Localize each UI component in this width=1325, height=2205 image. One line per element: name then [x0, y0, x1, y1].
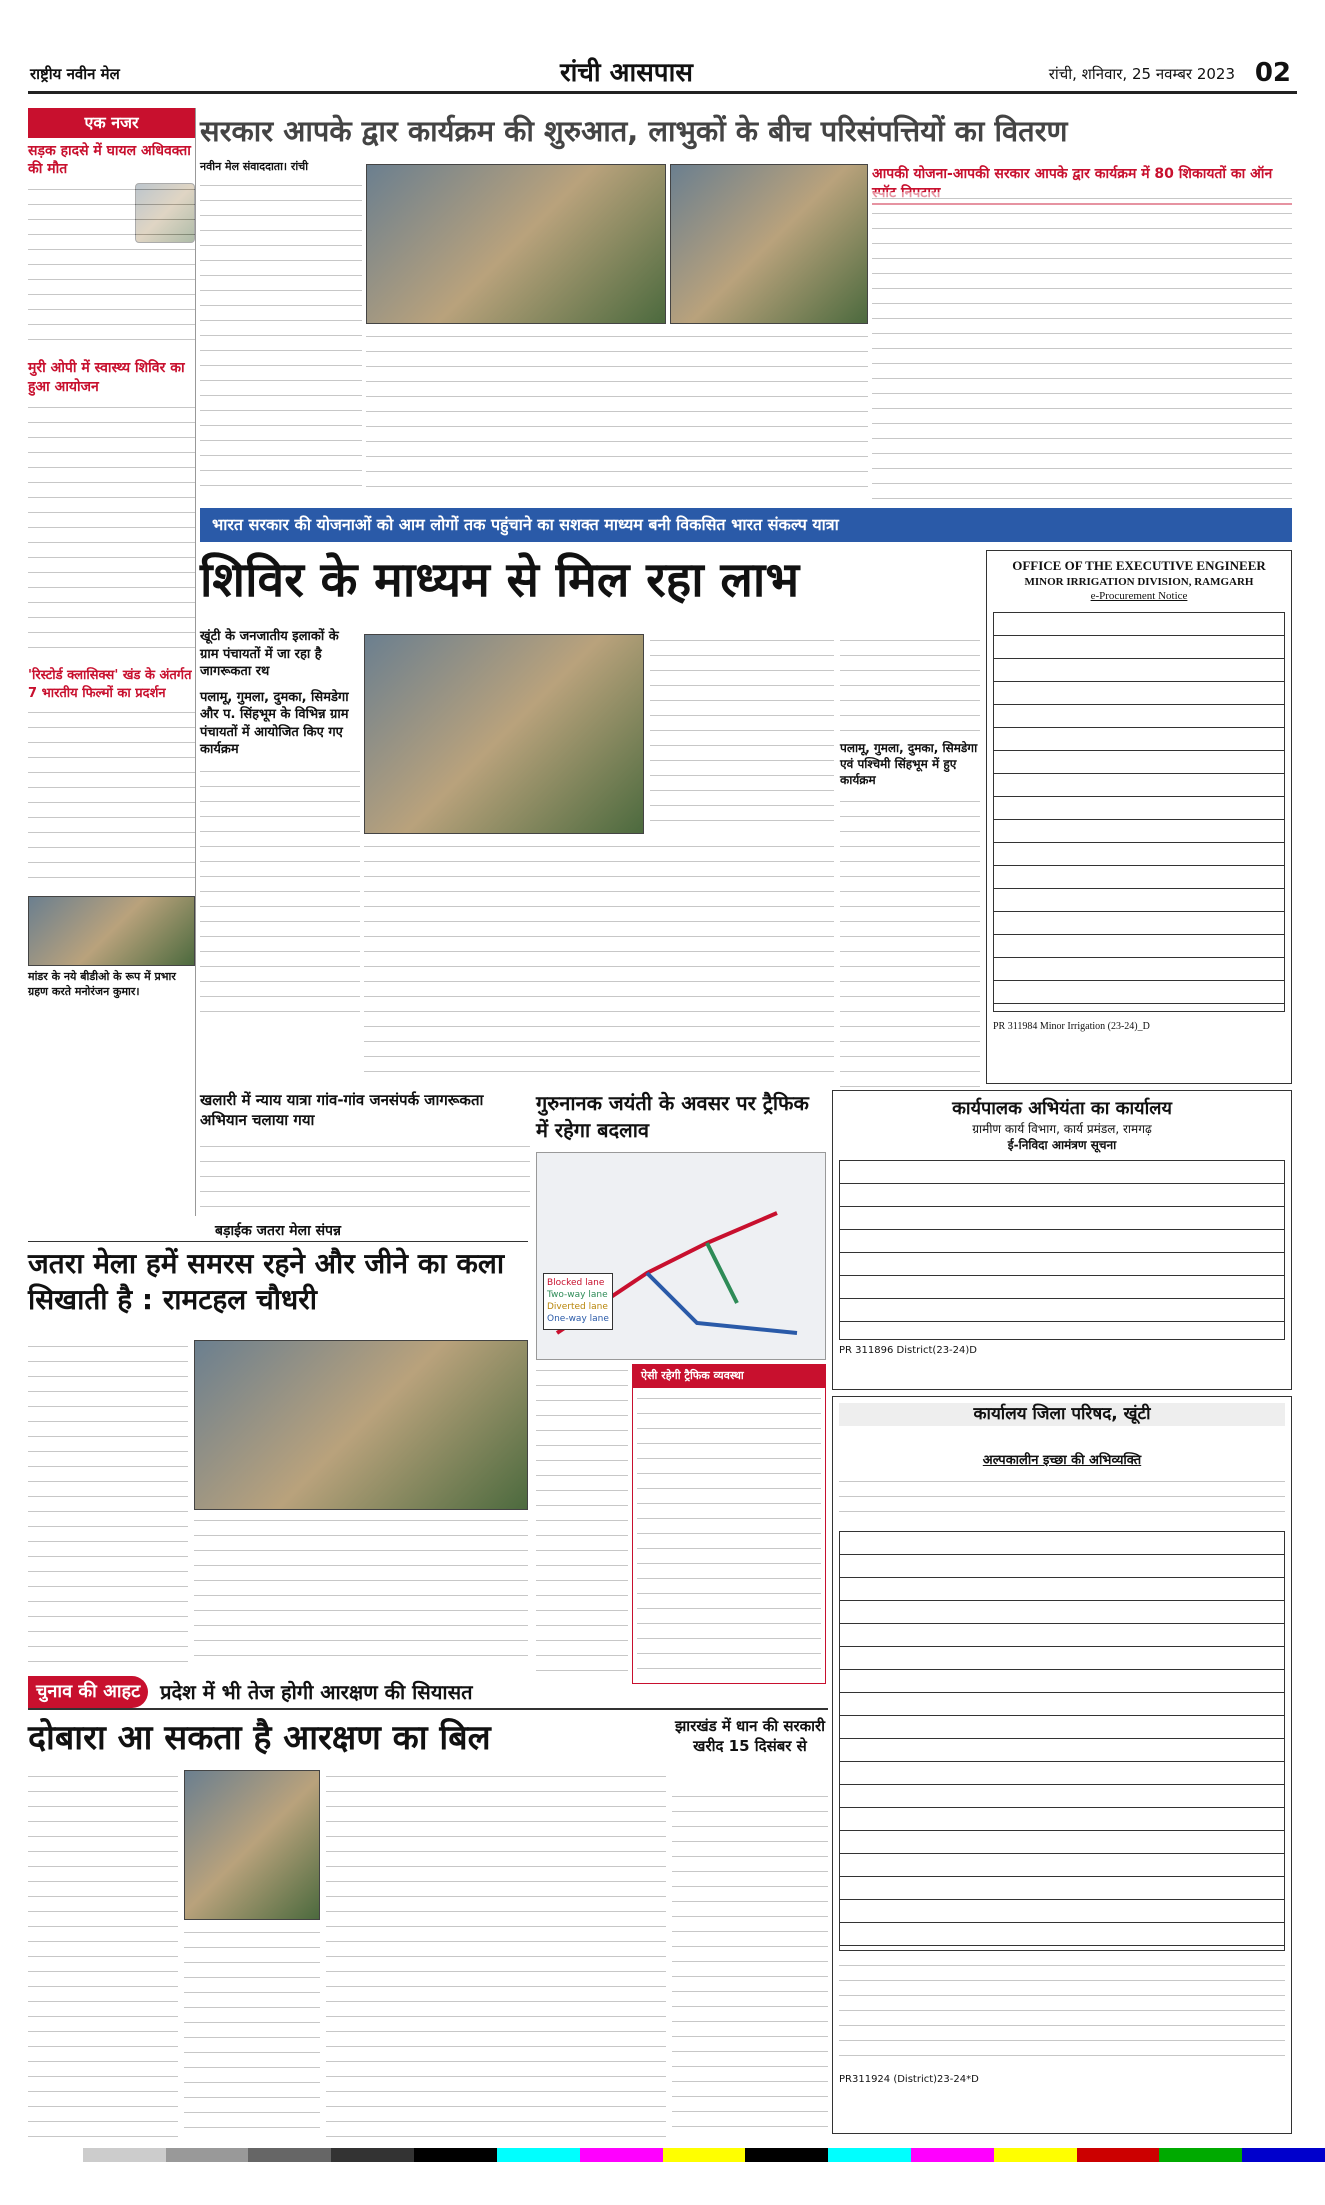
sidebar-item-body — [28, 706, 195, 886]
camp-photo — [364, 634, 644, 834]
sidebar-item-title: सड़क हादसे में घायल अधिवक्ता की मौत — [28, 142, 191, 178]
story-body — [326, 1770, 666, 2140]
story-column — [200, 628, 360, 1084]
tender-terms — [839, 1959, 1285, 2069]
story-body — [194, 1514, 528, 1670]
story-body — [536, 1364, 628, 1684]
tender-ref: PR 311984 Minor Irrigation (23-24)_D — [993, 1021, 1150, 1033]
story-headline: जतरा मेला हमें समरस रहने और जीने का कला सिखाती है : रामटहल चौधरी — [28, 1247, 505, 1317]
story-body — [840, 634, 980, 734]
publication-name: राष्ट्रीय नवीन मेल — [30, 65, 120, 83]
tender-intro — [839, 1475, 1285, 1525]
leader-photo — [184, 1770, 320, 1920]
traffic-map — [536, 1152, 826, 1360]
tender-table — [839, 1160, 1285, 1340]
page-number: 02 — [1254, 58, 1291, 88]
tender-title: OFFICE OF THE EXECUTIVE ENGINEER — [1012, 558, 1266, 573]
story-subheadline: पलामू, गुमला, दुमका, सिमडेगा एवं पश्चिमी सिंहभूम में हुए कार्यक्रम — [840, 741, 978, 788]
tender-ref: PR 311896 District(23-24)D — [839, 1344, 977, 1356]
tender-notice — [832, 1396, 1292, 2134]
map-legend — [543, 1273, 613, 1330]
tender-ref: PR311924 (District)23-24*D — [839, 2074, 979, 2086]
story-column — [200, 160, 362, 500]
story-body — [200, 179, 362, 499]
byline: नवीन मेल संवाददाता। रांची — [200, 160, 309, 173]
tender-notice-type: अल्पकालीन इच्छा की अभिव्यक्ति — [982, 1452, 1142, 1468]
tender-subtitle: MINOR IRRIGATION DIVISION, RAMGARH — [1024, 575, 1254, 588]
fair-photo — [194, 1340, 528, 1510]
story-headline: सरकार आपके द्वार कार्यक्रम की शुरुआत, लाभुकों के बीच परिसंपत्तियों का वितरण — [200, 114, 1068, 148]
story-body — [28, 1770, 178, 2140]
tender-subtitle: ग्रामीण कार्य विभाग, कार्य प्रमंडल, रामगढ़ — [972, 1122, 1152, 1137]
sidebar-item-body — [28, 401, 195, 661]
route-map-graphic — [537, 1153, 827, 1361]
sidebar-tag: एक नजर — [28, 108, 195, 138]
photo-caption: मांडर के नये बीडीओ के रूप में प्रभार ग्रहण करते मनोरंजन कुमार। — [28, 970, 176, 999]
sidebar-item-title: मुरी ओपी में स्वास्थ्य शिविर का हुआ आयोजन — [28, 360, 185, 396]
story-headline: खलारी में न्याय यात्रा गांव-गांव जनसंपर्क जागरूकता अभियान चलाया गया — [200, 1091, 484, 1130]
traffic-box — [632, 1364, 826, 1684]
story-body — [672, 1790, 828, 2140]
story-headline: दोबारा आ सकता है आरक्षण का बिल — [28, 1718, 491, 1758]
story-banner: भारत सरकार की योजनाओं को आम लोगों तक पहुंचाने का सशक्त माध्यम बनी विकसित भारत संकल्प यात्रा — [200, 508, 1292, 542]
sidebar-item-title: 'रिस्टोर्ड क्लासिक्स' खंड के अंतर्गत 7 भारतीय फिल्मों का प्रदर्शन — [28, 668, 192, 701]
story-banner — [28, 1676, 828, 1710]
legend-item: Blocked lane — [547, 1278, 605, 1288]
section-title: रांची आसपास — [560, 58, 693, 88]
story-kicker: बड़ाईक जतरा मेला संपन्न — [28, 1222, 528, 1242]
tender-title: कार्यालय जिला परिषद, खूंटी — [839, 1403, 1285, 1426]
story-headline: शिविर के माध्यम से मिल रहा लाभ — [200, 552, 800, 608]
story-body — [872, 192, 1292, 500]
story-body — [840, 795, 980, 1095]
story-headline: गुरुनानक जयंती के अवसर पर ट्रैफिक में रहेगा बदलाव — [536, 1091, 809, 1142]
story-body — [200, 765, 360, 1015]
story-tag: चुनाव की आहट — [28, 1676, 148, 1708]
issue-date: रांची, शनिवार, 25 नवम्बर 2023 — [1048, 65, 1235, 83]
tender-table — [839, 1531, 1285, 1951]
tender-title: कार्यपालक अभियंता का कार्यालय — [952, 1098, 1172, 1119]
traffic-box-body — [637, 1392, 821, 1682]
tender-table — [993, 612, 1285, 1012]
story-body — [28, 1340, 188, 1670]
traffic-box-title: ऐसी रहेगी ट्रैफिक व्यवस्था — [633, 1365, 825, 1388]
story-body — [650, 634, 834, 834]
tender-notice-type: e-Procurement Notice — [1090, 590, 1188, 603]
story-body — [200, 1140, 530, 1216]
sidebar-item-body — [28, 183, 195, 353]
tender-notice — [986, 550, 1292, 1084]
story-subheadline: पलामू, गुमला, दुमका, सिमडेगा और प. सिंहभूम के विभिन्न ग्राम पंचायतों में आयोजित किए गए कार्यक्रम — [200, 689, 349, 758]
legend-item: One-way lane — [547, 1314, 609, 1325]
event-photo — [670, 164, 868, 324]
legend-item: Diverted lane — [547, 1302, 608, 1313]
color-registration-strip — [0, 2148, 1325, 2162]
story-body — [184, 1926, 320, 2140]
tender-notice-type: ई-निविदा आमंत्रण सूचना — [1007, 1138, 1117, 1153]
story-body — [366, 330, 868, 500]
story-column — [840, 634, 980, 1084]
officer-photo — [28, 896, 195, 966]
story-subheadline: खूंटी के जनजातीय इलाकों के ग्राम पंचायतों में जा रहा है जागरूकता रथ — [200, 629, 339, 680]
story-headline: झारखंड में धान की सरकारी खरीद 15 दिसंबर से — [674, 1717, 826, 1756]
sidebar — [28, 108, 196, 1216]
event-photo — [366, 164, 666, 324]
story-body — [364, 840, 834, 1080]
story-subheadline: आपकी योजना-आपकी सरकार आपके द्वार कार्यक्रम में 80 शिकायतों का ऑन — [872, 165, 1292, 205]
story-kicker: प्रदेश में भी तेज होगी आरक्षण की सियासत — [160, 1679, 473, 1704]
legend-item: Two-way lane — [547, 1290, 608, 1301]
tender-notice — [832, 1090, 1292, 1390]
